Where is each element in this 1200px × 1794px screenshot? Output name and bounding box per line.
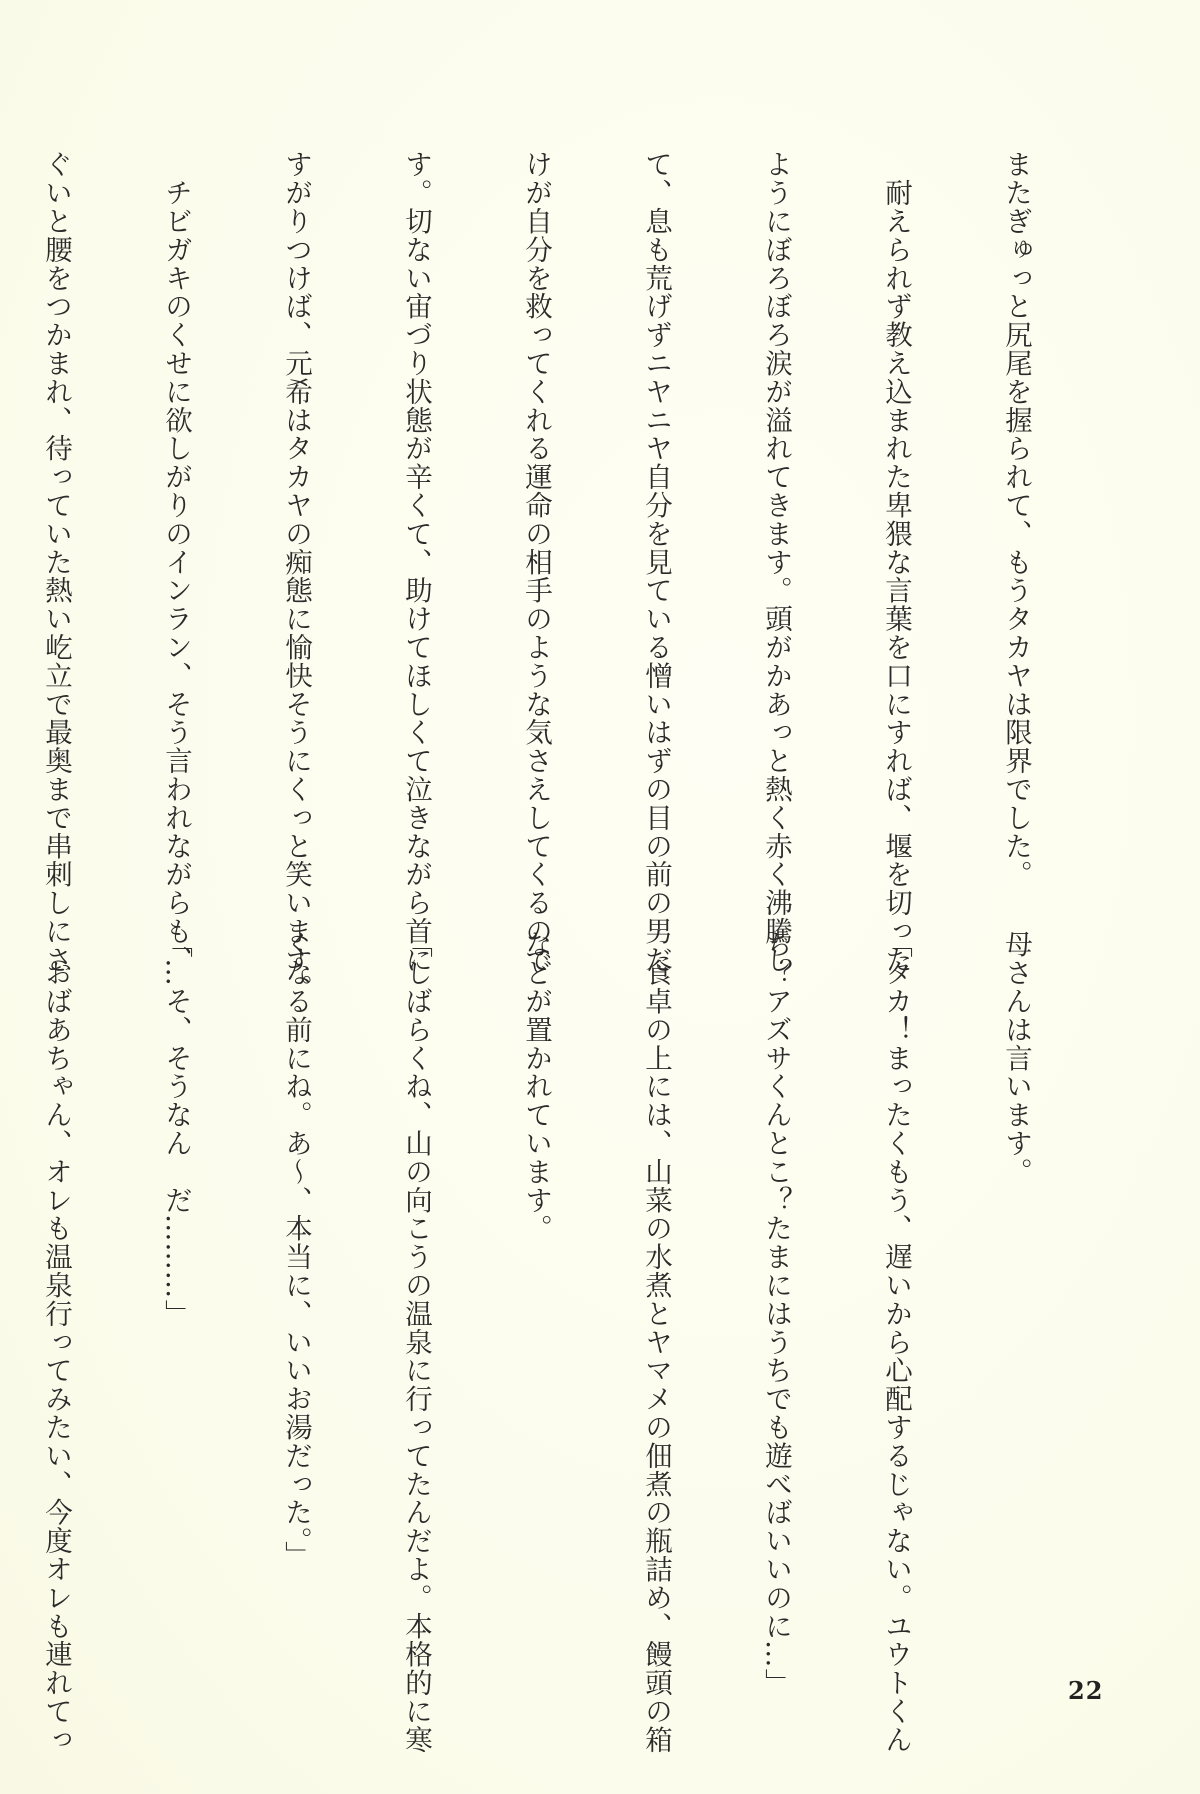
text-column: おばあちゃん、オレも温泉行ってみたい、今度オレも連れてっ xyxy=(40,930,72,1754)
page-number: 22 xyxy=(1068,1676,1104,1705)
text-column: 母さんは言います。 xyxy=(1000,930,1032,1186)
text-column: すがりつけば、元希はタカヤの痴態に愉快そうにくっと笑います。 xyxy=(280,150,312,1002)
text-column: ようにぼろぼろ涙が溢れてきます。頭がかあっと熱く赤く沸騰し xyxy=(760,150,792,974)
text-column: またぎゅっと尻尾を握られて、もうタカヤは限界でした。 xyxy=(1000,150,1032,889)
text-column: 「タカ！まったくもう、遅いから心配するじゃない。ユウトくん xyxy=(880,930,912,1754)
text-column: などが置かれています。 xyxy=(520,930,552,1243)
text-column: ぐいと腰をつかまれ、待っていた熱い屹立で最奥まで串刺しにさ xyxy=(40,150,72,974)
text-column: ち？アズサくんとこ？たまにはうちでも遊べばいいのに…」 xyxy=(760,930,792,1697)
text-column: 「…そ、そうなん だ………」 xyxy=(160,930,192,1328)
text-column: 食卓の上には、山菜の水煮とヤマメの佃煮の瓶詰め、饅頭の箱 xyxy=(640,930,672,1754)
text-column: て、息も荒げずニヤニヤ自分を見ている憎いはずの目の前の男だ xyxy=(640,150,672,974)
text-column: 耐えられず教え込まれた卑猥な言葉を口にすれば、堰を切った xyxy=(880,150,912,974)
text-block-top xyxy=(40,150,1116,1002)
text-column: チビガキのくせに欲しがりのインラン、そう言われながらも、 xyxy=(160,150,192,974)
text-column: す。切ない宙づり状態が辛くて、助けてほしくて泣きながら首に xyxy=(400,150,432,974)
text-column: 「しばらくね、山の向こうの温泉に行ってたんだよ。本格的に寒 xyxy=(400,930,432,1754)
text-column: くなる前にね。あ～、本当に、いいお湯だった。」 xyxy=(280,930,312,1570)
text-column: けが自分を救ってくれる運命の相手のような気さえしてくるので xyxy=(520,150,552,974)
